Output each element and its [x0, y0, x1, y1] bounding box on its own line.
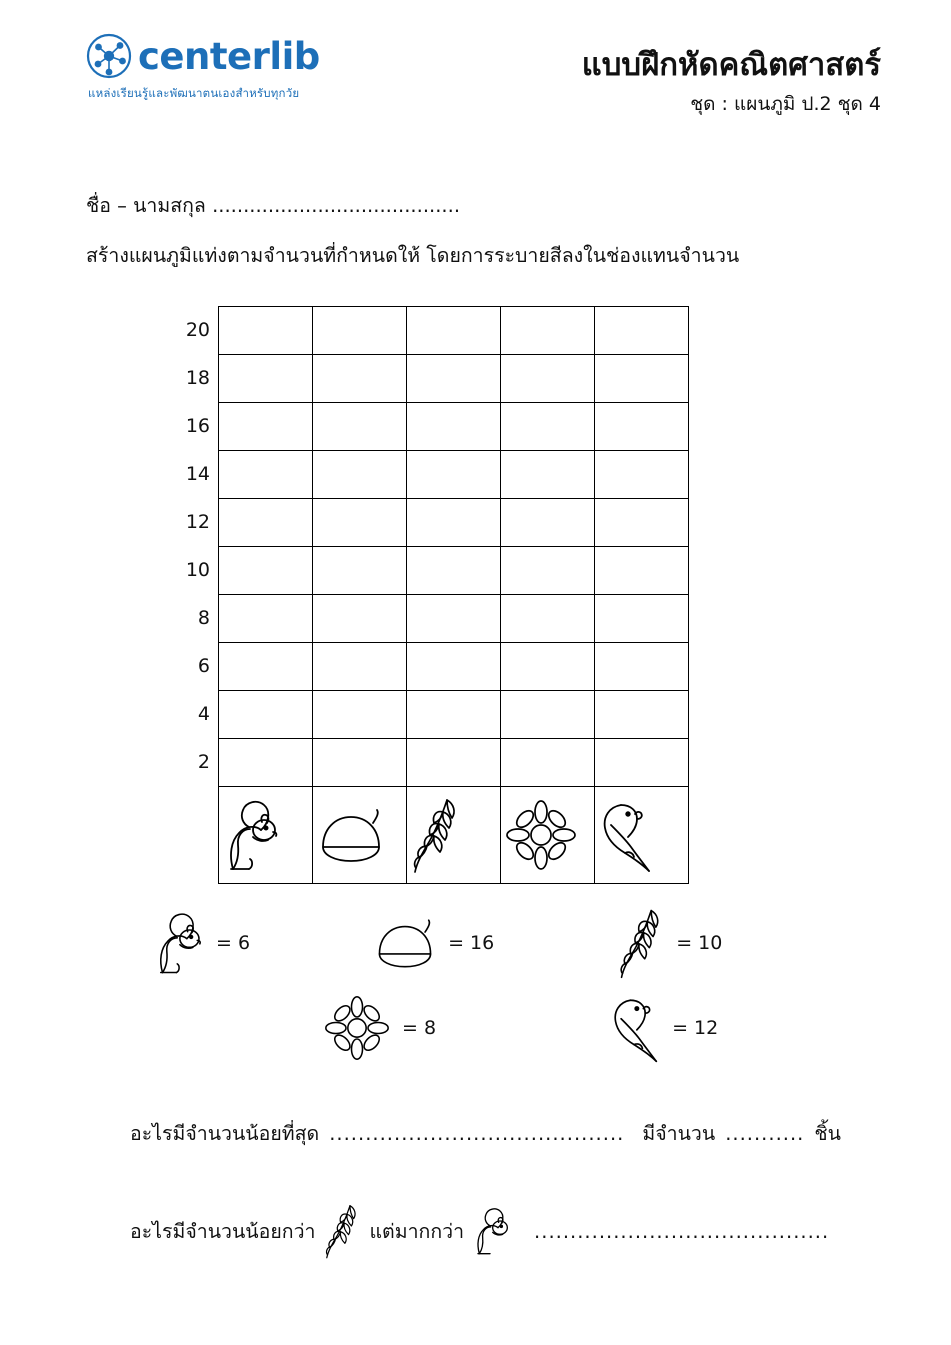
y-tick: 8	[197, 607, 210, 629]
grid-cell[interactable]	[313, 355, 407, 403]
grid-cell[interactable]	[219, 403, 313, 451]
grid-cell[interactable]	[407, 643, 501, 691]
grid-cell[interactable]	[219, 307, 313, 355]
question-1-text: อะไรมีจำนวนน้อยที่สุด	[130, 1122, 320, 1145]
wheat-icon	[407, 794, 500, 876]
question-1-text-2: มีจำนวน	[642, 1122, 716, 1145]
y-tick: 18	[185, 367, 210, 389]
grid-cell[interactable]	[501, 499, 595, 547]
chart-cells-table	[218, 306, 689, 884]
grid-cell[interactable]	[219, 595, 313, 643]
value-key-legend	[140, 905, 840, 1065]
grid-cell[interactable]	[595, 451, 689, 499]
legend-item-parrot	[606, 991, 718, 1065]
grid-cell[interactable]	[219, 691, 313, 739]
grid-cell[interactable]	[595, 595, 689, 643]
y-tick: 16	[185, 415, 210, 437]
grid-cell[interactable]	[313, 739, 407, 787]
grid-cell[interactable]	[595, 355, 689, 403]
category-cell-acorn	[313, 787, 407, 884]
question-2-text: อะไรมีจำนวนน้อยกว่า	[130, 1219, 316, 1243]
y-tick: 6	[197, 655, 210, 677]
grid-row	[219, 403, 689, 451]
parrot-icon	[606, 991, 664, 1065]
grid-cell[interactable]	[313, 643, 407, 691]
student-name-line: ชื่อ – นามสกุล ........................................	[86, 194, 461, 217]
grid-cell[interactable]	[219, 451, 313, 499]
instruction-text: สร้างแผนภูมิแท่งตามจำนวนที่กำหนดให้ โดยการระบายสีลงในช่องแทนจำนวน	[86, 244, 740, 267]
y-axis-labels	[156, 306, 210, 786]
grid-cell[interactable]	[313, 595, 407, 643]
grid-cell[interactable]	[313, 691, 407, 739]
grid-cell[interactable]	[501, 403, 595, 451]
parrot-icon	[595, 795, 688, 875]
question-2-text-2: แต่มากกว่า	[369, 1219, 465, 1243]
squirrel-icon	[219, 797, 312, 873]
grid-row	[219, 547, 689, 595]
wheat-icon	[321, 1200, 363, 1262]
grid-cell[interactable]	[313, 499, 407, 547]
grid-cell[interactable]	[407, 691, 501, 739]
question-2-blank[interactable]: .........................................	[534, 1219, 830, 1243]
flower-icon	[320, 995, 394, 1061]
grid-cell[interactable]	[313, 547, 407, 595]
grid-cell[interactable]	[407, 547, 501, 595]
legend-value: = 8	[402, 1017, 437, 1039]
grid-cell[interactable]	[501, 691, 595, 739]
brand-name: centerlib	[138, 34, 320, 78]
grid-cell[interactable]	[595, 547, 689, 595]
grid-cell[interactable]	[313, 451, 407, 499]
category-cell-wheat	[407, 787, 501, 884]
bar-chart-grid	[185, 306, 689, 884]
grid-cell[interactable]	[407, 739, 501, 787]
grid-cell[interactable]	[407, 595, 501, 643]
question-2	[130, 1200, 829, 1262]
grid-cell[interactable]	[407, 403, 501, 451]
y-tick: 20	[185, 319, 210, 341]
question-1	[130, 1118, 841, 1149]
grid-cell[interactable]	[219, 499, 313, 547]
legend-item-wheat	[614, 905, 722, 981]
grid-row	[219, 691, 689, 739]
grid-row	[219, 451, 689, 499]
grid-row	[219, 355, 689, 403]
grid-cell[interactable]	[501, 643, 595, 691]
legend-item-squirrel	[150, 910, 250, 976]
question-1-blank-2[interactable]: ...........	[725, 1122, 805, 1145]
grid-cell[interactable]	[595, 691, 689, 739]
grid-cell[interactable]	[219, 355, 313, 403]
grid-cell[interactable]	[501, 451, 595, 499]
grid-row	[219, 739, 689, 787]
question-1-blank-1[interactable]: .........................................	[329, 1122, 625, 1145]
question-1-unit: ชิ้น	[814, 1122, 841, 1145]
grid-row	[219, 595, 689, 643]
page-title: แบบฝึกหัดคณิตศาสตร์	[581, 47, 881, 83]
category-cell-flower	[501, 787, 595, 884]
centerlib-dots-logo-icon	[86, 33, 132, 79]
legend-value: = 12	[672, 1017, 719, 1039]
grid-row	[219, 307, 689, 355]
y-tick: 14	[185, 463, 210, 485]
flower-icon	[501, 799, 594, 871]
grid-cell[interactable]	[407, 451, 501, 499]
acorn-icon	[370, 912, 440, 974]
grid-cell[interactable]	[595, 499, 689, 547]
grid-cell[interactable]	[595, 643, 689, 691]
grid-cell[interactable]	[407, 355, 501, 403]
category-icon-row	[219, 787, 689, 884]
grid-cell[interactable]	[407, 307, 501, 355]
grid-cell[interactable]	[595, 739, 689, 787]
grid-row	[219, 643, 689, 691]
y-tick: 2	[197, 751, 210, 773]
grid-cell[interactable]	[501, 307, 595, 355]
category-cell-squirrel	[219, 787, 313, 884]
grid-cell[interactable]	[501, 355, 595, 403]
grid-cell[interactable]	[501, 739, 595, 787]
grid-cell[interactable]	[219, 739, 313, 787]
legend-item-flower	[320, 995, 436, 1061]
page-subtitle: ชุด : แผนภูมิ ป.2 ชุด 4	[690, 92, 881, 115]
legend-value: = 6	[216, 932, 251, 954]
grid-cell[interactable]	[407, 499, 501, 547]
legend-value: = 10	[676, 932, 723, 954]
y-tick: 4	[197, 703, 210, 725]
squirrel-icon	[150, 910, 208, 976]
brand-logo	[86, 33, 346, 113]
grid-cell[interactable]	[501, 595, 595, 643]
grid-row	[219, 499, 689, 547]
grid-cell[interactable]	[501, 547, 595, 595]
grid-cell[interactable]	[313, 403, 407, 451]
legend-item-acorn	[370, 912, 494, 974]
grid-cell[interactable]	[313, 307, 407, 355]
squirrel-icon	[470, 1204, 514, 1258]
y-tick: 12	[185, 511, 210, 533]
acorn-icon	[313, 801, 406, 869]
grid-cell[interactable]	[595, 403, 689, 451]
legend-value: = 16	[448, 932, 495, 954]
grid-cell[interactable]	[219, 547, 313, 595]
category-cell-parrot	[595, 787, 689, 884]
y-tick: 10	[185, 559, 210, 581]
grid-cell[interactable]	[219, 643, 313, 691]
wheat-icon	[614, 905, 668, 981]
document-title-block	[582, 48, 881, 115]
brand-tagline: แหล่งเรียนรู้และพัฒนาตนเองสำหรับทุกวัย	[88, 86, 300, 100]
grid-cell[interactable]	[595, 307, 689, 355]
